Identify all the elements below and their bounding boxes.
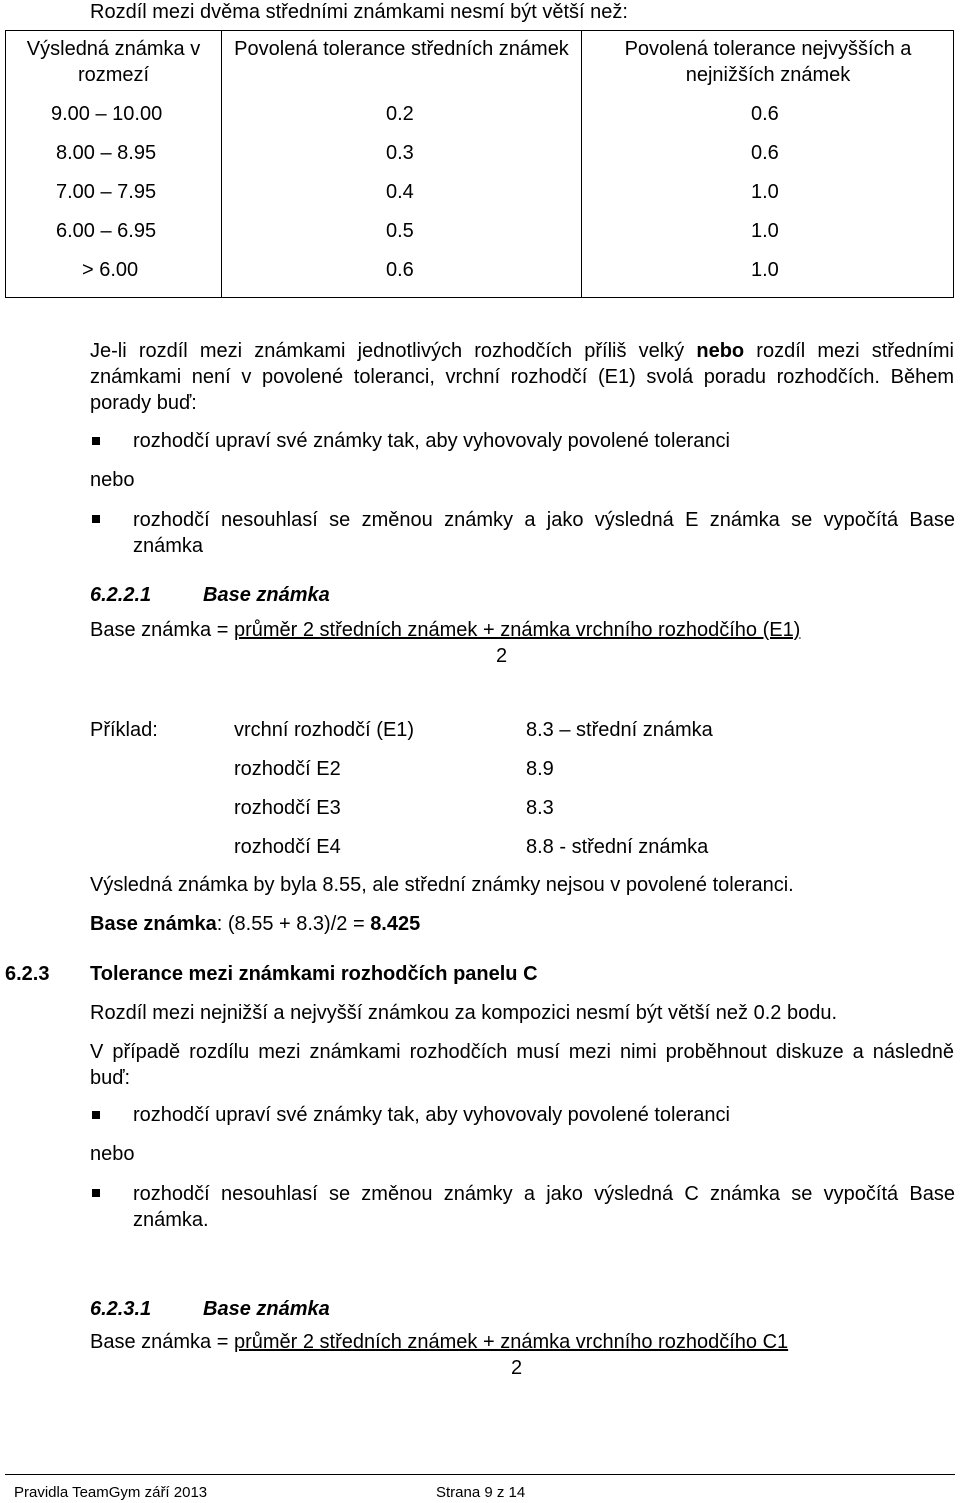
example-judge: vrchní rozhodčí (E1) <box>234 719 415 741</box>
example-judge: rozhodčí E2 <box>234 758 341 780</box>
list-item: rozhodčí nesouhlasí se změnou známky a jako výsledná C známka se vypočítá Base známka. <box>133 1183 955 1231</box>
base-value: 8.425 <box>370 913 421 935</box>
example-score: 8.9 <box>526 758 554 780</box>
base-label: Base známka <box>90 913 217 935</box>
table-cell: 1.0 <box>751 181 779 203</box>
formula-numerator: průměr 2 středních známek + známka vrchního rozhodčího C1 <box>233 1331 789 1353</box>
formula-numerator: průměr 2 středních známek + známka vrchního rozhodčího (E1) <box>233 619 801 641</box>
table-cell: 8.00 – 8.95 <box>56 142 157 164</box>
example-score: 8.3 <box>526 797 554 819</box>
list-item: rozhodčí upraví své známky tak, aby vyhovovaly povolené toleranci <box>133 430 730 452</box>
section-title: Tolerance mezi známkami rozhodčích panelu C <box>90 963 538 985</box>
table-header: Povolená tolerance nejvyšších a nejnižších známek <box>624 38 912 86</box>
formula-denominator: 2 <box>511 1357 523 1379</box>
table-cell: 0.3 <box>386 142 414 164</box>
table-cell: > 6.00 <box>82 259 139 281</box>
paragraph-text: V případě rozdílu mezi známkami rozhodčích musí mezi nimi proběhnout diskuze a následně buď: <box>90 1041 954 1089</box>
table-cell: 0.6 <box>386 259 414 281</box>
or-text: nebo <box>90 1143 135 1165</box>
paragraph-text: Rozdíl mezi nejnižší a nejvyšší známkou za kompozici nesmí být větší než 0.2 bodu. <box>90 1002 838 1024</box>
example-label: Příklad: <box>90 719 158 741</box>
section-number: 6.2.3 <box>5 963 50 985</box>
example-score: 8.8 - střední známka <box>526 836 709 858</box>
formula <box>90 618 800 642</box>
list-item: rozhodčí nesouhlasí se změnou známky a jako výsledná E známka se vypočítá Base známka <box>133 509 955 557</box>
table-divider <box>221 31 222 297</box>
paragraph-text: rozdíl mezi středními známkami není v povolené toleranci, vrchní rozhodčí (E1) svolá poradu rozhodčích. Během porady buď: <box>90 340 955 414</box>
table-cell: 9.00 – 10.00 <box>51 103 163 125</box>
formula <box>90 1330 788 1354</box>
table-cell: 0.4 <box>386 181 414 203</box>
table-cell: 1.0 <box>751 220 779 242</box>
table-cell: 6.00 – 6.95 <box>56 220 157 242</box>
or-text: nebo <box>90 469 135 491</box>
paragraph-tolerance <box>90 338 954 416</box>
table-cell: 0.6 <box>751 142 779 164</box>
base-calc: : (8.55 + 8.3)/2 = <box>216 913 371 935</box>
list-item: rozhodčí upraví své známky tak, aby vyhovovaly povolené toleranci <box>133 1104 730 1126</box>
tolerance-table <box>5 30 954 298</box>
table-cell: 0.2 <box>386 103 414 125</box>
section-number: 6.2.3.1 <box>90 1298 152 1320</box>
table-header: Povolená tolerance středních známek <box>234 38 569 60</box>
table-cell: 0.6 <box>751 103 779 125</box>
footer-divider <box>5 1474 955 1475</box>
bullet-icon <box>92 515 100 523</box>
bullet-icon <box>92 1111 100 1119</box>
example-judge: rozhodčí E4 <box>234 836 341 858</box>
paragraph-text: Je-li rozdíl mezi známkami jednotlivých rozhodčích příliš velký <box>90 340 697 362</box>
bullet-icon <box>92 437 100 445</box>
table-cell: 0.5 <box>386 220 414 242</box>
footer-left: Pravidla TeamGym září 2013 <box>14 1484 208 1501</box>
formula-denominator: 2 <box>496 645 508 667</box>
formula-prefix: Base známka = <box>90 619 234 641</box>
section-title: Base známka <box>203 584 330 606</box>
example-base <box>90 912 420 936</box>
formula-prefix: Base známka = <box>90 1331 234 1353</box>
bullet-icon <box>92 1189 100 1197</box>
section-number: 6.2.2.1 <box>90 584 152 606</box>
table-cell: 7.00 – 7.95 <box>56 181 157 203</box>
intro-text: Rozdíl mezi dvěma středními známkami nesmí být větší než: <box>90 1 628 23</box>
example-result: Výsledná známka by byla 8.55, ale střední známky nejsou v povolené toleranci. <box>90 874 794 896</box>
example-judge: rozhodčí E3 <box>234 797 341 819</box>
example-score: 8.3 – střední známka <box>526 719 713 741</box>
table-header: Výsledná známka v rozmezí <box>26 38 201 86</box>
table-cell: 1.0 <box>751 259 779 281</box>
paragraph-bold: nebo <box>696 340 745 362</box>
page-number: Strana 9 z 14 <box>436 1484 526 1501</box>
section-title: Base známka <box>203 1298 330 1320</box>
